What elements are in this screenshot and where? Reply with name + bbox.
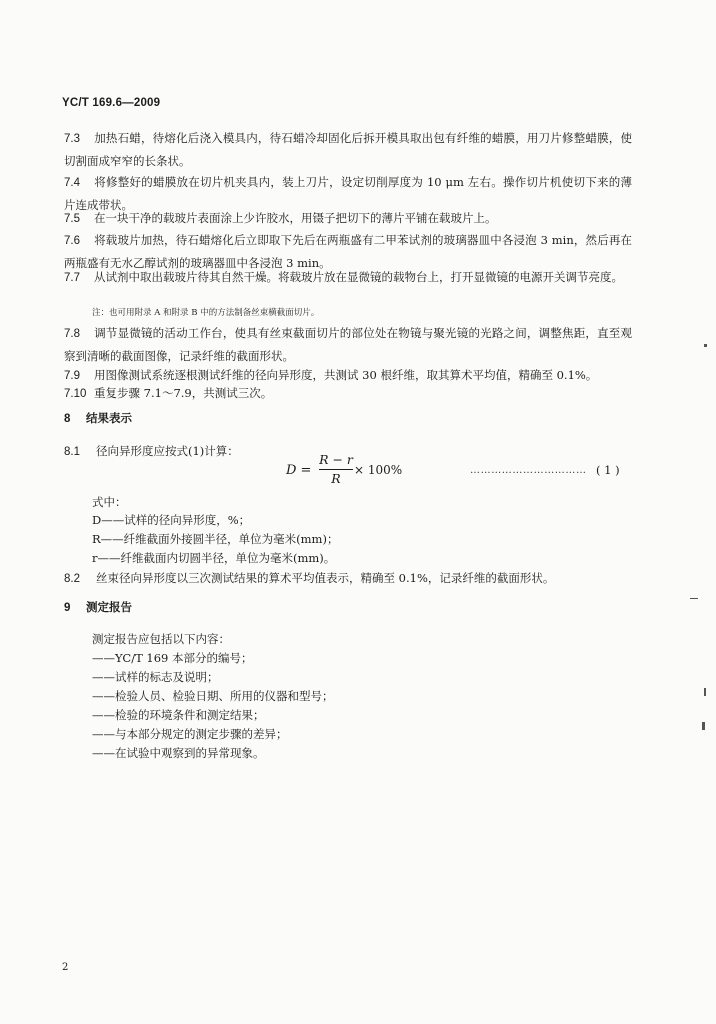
fraction-numerator: R − r — [319, 452, 353, 467]
step-text: 将载玻片加热，待石蜡熔化后立即取下先后在两瓶盛有二甲苯试剂的玻璃器皿中各浸泡 3 min，然后再在两瓶盛有无水乙醇试剂的玻璃器皿中各浸泡 3 min。 — [64, 233, 632, 270]
equation-number: ( 1 ) — [596, 463, 620, 477]
report-intro: 测定报告应包括以下内容： — [92, 632, 230, 646]
report-item: ——检验的环境条件和测定结果； — [92, 708, 265, 722]
step-7-7 — [64, 266, 632, 289]
step-7-8 — [64, 322, 632, 367]
definition-R: R——纤维截面外接圆半径，单位为毫米(mm)； — [92, 532, 339, 546]
equation-lhs: D = — [286, 463, 312, 478]
step-text: 将修整好的蜡膜放在切片机夹具内，装上刀片，设定切削厚度为 10 μm 左右。操作切片机使切下来的薄片连成带状。 — [64, 175, 632, 212]
scan-mark — [690, 598, 698, 599]
section-title: 测定报告 — [86, 600, 132, 614]
step-number: 7.4 — [64, 177, 80, 189]
where-label: 式中： — [92, 495, 127, 509]
section-title: 结果表示 — [86, 411, 132, 425]
step-number: 7.7 — [64, 272, 80, 284]
equation-rhs: × 100% — [354, 463, 403, 477]
item-number: 8.1 — [64, 446, 80, 458]
fraction-denominator: R — [331, 471, 341, 486]
scan-mark — [702, 722, 705, 730]
standard-code-header: YC/T 169.6—2009 — [62, 97, 161, 109]
step-number: 7.5 — [64, 213, 80, 225]
step-7-5 — [64, 207, 632, 230]
item-number: 8.2 — [64, 573, 80, 585]
report-item: ——与本部分规定的测定步骤的差异； — [92, 727, 288, 741]
step-text: 用图像测试系统逐根测试纤维的径向异形度，共测试 30 根纤维，取其算术平均值，精确至 0.1%。 — [94, 368, 598, 382]
step-text: 从试剂中取出载玻片待其自然干燥。将载玻片放在显微镜的载物台上，打开显微镜的电源开关调节亮度。 — [94, 270, 623, 284]
note-text: 注：也可用附录 A 和附录 B 中的方法制备丝束横截面切片。 — [92, 308, 320, 318]
equation-leader-dots: …………………………… — [470, 465, 587, 476]
step-number: 7.8 — [64, 328, 80, 340]
step-text: 加热石蜡，待熔化后浇入模具内，待石蜡冷却固化后拆开模具取出包有纤维的蜡膜，用刀片修整蜡膜，使切割面成窄窄的长条状。 — [64, 131, 632, 168]
scan-mark — [704, 688, 706, 696]
equation-fraction — [319, 452, 353, 487]
step-7-3 — [64, 127, 632, 172]
section-8-heading — [64, 409, 132, 428]
step-number: 7.3 — [64, 133, 80, 145]
scan-mark — [704, 344, 707, 347]
definition-r: r——纤维截面内切圆半径，单位为毫米(mm)。 — [92, 551, 336, 565]
report-item: ——试样的标志及说明； — [92, 670, 219, 684]
report-item: ——YC/T 169 本部分的编号； — [92, 651, 253, 665]
fraction-bar — [319, 469, 353, 470]
report-item: ——在试验中观察到的异常现象。 — [92, 746, 265, 760]
page-number: 2 — [62, 962, 69, 973]
section-number: 9 — [64, 602, 71, 614]
step-number: 7.6 — [64, 235, 80, 247]
step-number: 7.10 — [64, 388, 87, 400]
section-number: 8 — [64, 413, 71, 425]
report-item: ——检验人员、检验日期、所用的仪器和型号； — [92, 689, 334, 703]
step-number: 7.9 — [64, 370, 80, 382]
item-text: 径向异形度应按式(1)计算： — [96, 444, 239, 458]
item-8-2 — [64, 569, 554, 588]
item-8-1 — [64, 442, 239, 461]
step-7-10 — [64, 382, 632, 405]
definition-d: D——试样的径向异形度，%； — [92, 513, 251, 527]
step-text: 调节显微镜的活动工作台，使具有丝束截面切片的部位处在物镜与聚光镜的光路之间，调整焦距，直至观察到清晰的截面图像，记录纤维的截面形状。 — [64, 326, 632, 363]
section-9-heading — [64, 598, 132, 617]
step-text: 在一块干净的载玻片表面涂上少许胶水，用镊子把切下的薄片平铺在载玻片上。 — [94, 211, 497, 225]
item-text: 丝束径向异形度以三次测试结果的算术平均值表示，精确至 0.1%，记录纤维的截面形状。 — [96, 571, 555, 585]
step-text: 重复步骤 7.1～7.9，共测试三次。 — [94, 386, 273, 400]
